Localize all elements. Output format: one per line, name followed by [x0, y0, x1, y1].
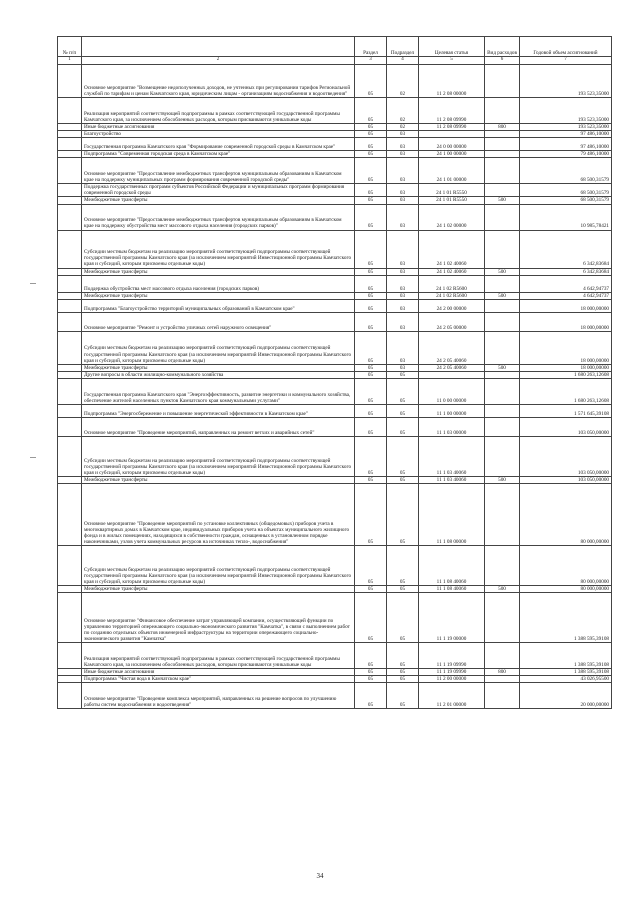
row-name-cell: Основное мероприятие "Финансовое обеспечение затрат управляющей компании, осуществляющей функции по управлению территорией опережающего социально-экономического развития "Камчатка", в связи с выполнением работ по созданию отдельных объектов инженерной инфраструктуры на территории опережающего социально-экономического развития "Камчатка"	[82, 593, 355, 643]
row-target-cell: 11 2 08 09990	[419, 124, 485, 131]
row-name-cell: Межбюджетные трансферты	[82, 586, 355, 593]
row-target-cell: 24 1 02 R5600	[419, 275, 485, 292]
row-target-cell: 11 1 03 40060	[419, 476, 485, 483]
row-vid-cell	[485, 312, 520, 331]
row-razdel-cell: 05	[355, 158, 387, 184]
row-vid-cell: 500	[485, 197, 520, 204]
row-target-cell: 24 1 02 40060	[419, 268, 485, 275]
row-name-cell: Реализация мероприятий соответствующей подпрограммы в рамках соответствующей государственной программы Камчатского края, за исключением обособленных расходов, которым присваиваются уникальные коды	[82, 643, 355, 669]
row-vid-cell	[485, 158, 520, 184]
row-razdel-cell: 05	[355, 476, 387, 483]
row-number-cell	[58, 476, 82, 483]
row-amount-cell: 68 500,31579	[520, 197, 612, 204]
table-row	[58, 484, 612, 546]
row-podrazdel-cell: 05	[387, 484, 419, 546]
row-razdel-cell: 05	[355, 643, 387, 669]
row-vid-cell	[485, 204, 520, 230]
row-amount-cell: 193 523,35000	[520, 124, 612, 131]
row-razdel-cell: 05	[355, 669, 387, 676]
row-podrazdel-cell: 03	[387, 331, 419, 364]
row-number-cell	[58, 158, 82, 184]
row-amount-cell: 68 500,31579	[520, 158, 612, 184]
row-podrazdel-cell: 03	[387, 158, 419, 184]
row-number-cell	[58, 484, 82, 546]
row-target-cell: 24 1 02 40060	[419, 230, 485, 268]
row-number-cell	[58, 404, 82, 417]
row-podrazdel-cell: 03	[387, 299, 419, 312]
row-amount-cell: 97 486,10000	[520, 138, 612, 151]
row-name-cell: Государственная программа Камчатского края "Энергоэффективность, развитие энергетики и коммунального хозяйства, обеспечение жителей населенных пунктов Камчатского края коммунальными услугами"	[82, 378, 355, 404]
row-razdel-cell: 05	[355, 230, 387, 268]
row-podrazdel-cell: 03	[387, 197, 419, 204]
row-target-cell: 11 1 03 40060	[419, 436, 485, 476]
row-number-cell	[58, 131, 82, 138]
margin-mark	[30, 283, 36, 284]
row-amount-cell: 1 680 263,12608	[520, 378, 612, 404]
table-row	[58, 371, 612, 378]
row-number-cell	[58, 299, 82, 312]
row-vid-cell: 500	[485, 292, 520, 299]
row-name-cell: Иные бюджетные ассигнования	[82, 124, 355, 131]
column-number: 6	[485, 57, 520, 65]
row-name-cell: Подпрограмма "Благоустройство территорий муниципальных образований в Камчатском крае"	[82, 299, 355, 312]
row-podrazdel-cell: 03	[387, 364, 419, 371]
row-vid-cell	[485, 65, 520, 98]
row-vid-cell	[485, 184, 520, 197]
row-number-cell	[58, 417, 82, 436]
row-name-cell: Подпрограмма "Чистая вода в Камчатском крае"	[82, 676, 355, 683]
row-number-cell	[58, 197, 82, 204]
row-number-cell	[58, 593, 82, 643]
table-row	[58, 230, 612, 268]
row-number-cell	[58, 364, 82, 371]
row-podrazdel-cell: 05	[387, 378, 419, 404]
row-podrazdel-cell: 05	[387, 676, 419, 683]
table-row	[58, 292, 612, 299]
row-amount-cell: 97 486,10000	[520, 131, 612, 138]
row-target-cell: 11 1 00 00000	[419, 404, 485, 417]
row-amount-cell: 79 486,10000	[520, 151, 612, 158]
row-amount-cell: 10 985,78421	[520, 204, 612, 230]
row-target-cell: 11 1 08 00000	[419, 484, 485, 546]
row-number-cell	[58, 683, 82, 709]
row-number-cell	[58, 184, 82, 197]
row-vid-cell: 500	[485, 586, 520, 593]
row-podrazdel-cell: 05	[387, 669, 419, 676]
row-number-cell	[58, 331, 82, 364]
row-razdel-cell: 05	[355, 299, 387, 312]
header-podrazdel: Подраздел	[387, 37, 419, 57]
row-number-cell	[58, 378, 82, 404]
table-row	[58, 378, 612, 404]
row-vid-cell	[485, 138, 520, 151]
row-target-cell: 11 2 08 09990	[419, 98, 485, 124]
row-razdel-cell: 05	[355, 371, 387, 378]
row-target-cell: 11 1 19 09990	[419, 669, 485, 676]
row-vid-cell	[485, 98, 520, 124]
table-row	[58, 124, 612, 131]
header-no: № п/п	[58, 37, 82, 57]
row-target-cell: 11 1 19 09990	[419, 643, 485, 669]
table-row	[58, 158, 612, 184]
row-target-cell: 11 2 08 00000	[419, 65, 485, 98]
row-number-cell	[58, 138, 82, 151]
row-number-cell	[58, 268, 82, 275]
row-name-cell: Государственная программа Камчатского края "Формирование современной городской среды в Камчатском крае"	[82, 138, 355, 151]
table-row	[58, 669, 612, 676]
row-podrazdel-cell: 05	[387, 643, 419, 669]
row-amount-cell: 6 342,83684	[520, 230, 612, 268]
row-number-cell	[58, 546, 82, 586]
header-target: Целевая статья	[419, 37, 485, 57]
table-row	[58, 404, 612, 417]
table-row	[58, 476, 612, 483]
row-amount-cell: 193 523,35000	[520, 98, 612, 124]
row-name-cell: Межбюджетные трансферты	[82, 476, 355, 483]
row-name-cell: Благоустройство	[82, 131, 355, 138]
row-podrazdel-cell: 02	[387, 98, 419, 124]
row-amount-cell: 80 000,00000	[520, 586, 612, 593]
row-razdel-cell: 05	[355, 586, 387, 593]
row-name-cell: Основное мероприятие "Предоставление межбюджетных трансфертов муниципальным образованиям в Камчатском крае на поддержку обустройства мест массового отдыха населения (городских парков)"	[82, 204, 355, 230]
row-podrazdel-cell: 03	[387, 131, 419, 138]
row-vid-cell	[485, 676, 520, 683]
row-name-cell: Подпрограмма "Энергосбережение и повышение энергетической эффективности в Камчатском крае"	[82, 404, 355, 417]
row-vid-cell	[485, 484, 520, 546]
row-razdel-cell: 05	[355, 138, 387, 151]
row-name-cell: Межбюджетные трансферты	[82, 292, 355, 299]
column-number: 1	[58, 57, 82, 65]
row-vid-cell	[485, 593, 520, 643]
row-podrazdel-cell: 03	[387, 292, 419, 299]
row-name-cell: Основное мероприятие "Проведение комплекса мероприятий, направленных на решение вопросов по улучшению работы систем водоснабжения и водоотведения"	[82, 683, 355, 709]
table-header-row	[58, 37, 612, 57]
row-target-cell: 11 1 03 00000	[419, 417, 485, 436]
row-amount-cell: 20 000,00000	[520, 683, 612, 709]
row-name-cell: Основное мероприятие "Проведение мероприятий по установке коллективных (общедомовых) приборов учета в многоквартирных домах в Камчатском крае, индивидуальных приборов учета на объектах муниципального жилищного фонда и в жилых помещениях, находящихся в собственности граждан, оснащенных в установленном порядке наконечниками, узлов учета коммунальных ресурсов на источниках тепло-, водоснабжения"	[82, 484, 355, 546]
row-name-cell: Подпрограмма "Современная городская среда в Камчатском крае"	[82, 151, 355, 158]
header-razdel: Раздел	[355, 37, 387, 57]
row-podrazdel-cell: 03	[387, 184, 419, 197]
row-name-cell: Другие вопросы в области жилищно-коммунального хозяйства	[82, 371, 355, 378]
row-number-cell	[58, 98, 82, 124]
row-amount-cell: 6 342,83684	[520, 268, 612, 275]
header-amount: Годовой объем ассигнований	[520, 37, 612, 57]
table-row	[58, 275, 612, 292]
table-row	[58, 299, 612, 312]
row-number-cell	[58, 436, 82, 476]
row-vid-cell	[485, 683, 520, 709]
row-number-cell	[58, 312, 82, 331]
row-number-cell	[58, 124, 82, 131]
row-target-cell	[419, 371, 485, 378]
row-amount-cell: 1 388 595,39108	[520, 669, 612, 676]
row-podrazdel-cell: 05	[387, 546, 419, 586]
row-target-cell: 24 1 02 00000	[419, 204, 485, 230]
row-podrazdel-cell: 05	[387, 593, 419, 643]
table-row	[58, 312, 612, 331]
row-razdel-cell: 05	[355, 292, 387, 299]
row-podrazdel-cell: 05	[387, 417, 419, 436]
row-target-cell: 24 2 05 40060	[419, 331, 485, 364]
row-name-cell: Межбюджетные трансферты	[82, 364, 355, 371]
row-target-cell: 24 1 01 00000	[419, 158, 485, 184]
row-name-cell: Основное мероприятие "Проведение мероприятий, направленных на ремонт ветхих и аварийных сетей"	[82, 417, 355, 436]
row-number-cell	[58, 275, 82, 292]
row-target-cell: 24 1 00 00000	[419, 151, 485, 158]
row-amount-cell: 103 050,00000	[520, 476, 612, 483]
row-amount-cell: 103 050,00000	[520, 436, 612, 476]
row-name-cell: Межбюджетные трансферты	[82, 268, 355, 275]
row-name-cell: Реализация мероприятий соответствующей подпрограммы в рамках соответствующей государственной программы Камчатского края, за исключением обособленных расходов, которым присваиваются уникальные коды	[82, 98, 355, 124]
row-razdel-cell: 05	[355, 404, 387, 417]
row-razdel-cell: 05	[355, 683, 387, 709]
row-podrazdel-cell: 03	[387, 230, 419, 268]
row-podrazdel-cell: 03	[387, 138, 419, 151]
row-podrazdel-cell: 02	[387, 65, 419, 98]
row-razdel-cell: 05	[355, 676, 387, 683]
row-razdel-cell: 05	[355, 364, 387, 371]
table-row	[58, 138, 612, 151]
row-name-cell: Поддержка государственных программ субъектов Российской Федерации и муниципальных программ формирования современной городской среды	[82, 184, 355, 197]
table-row	[58, 331, 612, 364]
table-row	[58, 364, 612, 371]
row-razdel-cell: 05	[355, 65, 387, 98]
table-row	[58, 676, 612, 683]
row-number-cell	[58, 643, 82, 669]
budget-table	[57, 36, 612, 709]
row-razdel-cell: 05	[355, 131, 387, 138]
header-vid: Вид расходов	[485, 37, 520, 57]
table-row	[58, 268, 612, 275]
row-number-cell	[58, 371, 82, 378]
row-amount-cell: 18 000,00000	[520, 299, 612, 312]
row-target-cell: 24 0 00 00000	[419, 138, 485, 151]
row-amount-cell: 1 680 263,12608	[520, 371, 612, 378]
row-amount-cell: 43 026,95500	[520, 676, 612, 683]
row-amount-cell: 4 642,94737	[520, 275, 612, 292]
row-target-cell	[419, 131, 485, 138]
row-amount-cell: 18 000,00000	[520, 312, 612, 331]
row-number-cell	[58, 669, 82, 676]
row-vid-cell: 800	[485, 124, 520, 131]
table-row	[58, 643, 612, 669]
row-target-cell: 24 2 05 00000	[419, 312, 485, 331]
row-razdel-cell: 05	[355, 275, 387, 292]
row-podrazdel-cell: 05	[387, 436, 419, 476]
row-podrazdel-cell: 05	[387, 476, 419, 483]
row-podrazdel-cell: 03	[387, 268, 419, 275]
row-vid-cell	[485, 230, 520, 268]
column-number: 7	[520, 57, 612, 65]
row-amount-cell: 68 500,31579	[520, 184, 612, 197]
row-number-cell	[58, 204, 82, 230]
row-podrazdel-cell: 03	[387, 151, 419, 158]
row-vid-cell	[485, 151, 520, 158]
row-vid-cell	[485, 643, 520, 669]
row-amount-cell: 4 642,94737	[520, 292, 612, 299]
row-vid-cell	[485, 131, 520, 138]
table-row	[58, 204, 612, 230]
row-number-cell	[58, 65, 82, 98]
row-razdel-cell: 05	[355, 378, 387, 404]
row-target-cell: 24 1 02 R5600	[419, 292, 485, 299]
row-target-cell: 11 2 01 00000	[419, 683, 485, 709]
row-vid-cell	[485, 275, 520, 292]
column-number: 3	[355, 57, 387, 65]
row-razdel-cell: 05	[355, 546, 387, 586]
row-vid-cell: 500	[485, 268, 520, 275]
row-amount-cell: 80 000,00000	[520, 546, 612, 586]
table-row	[58, 151, 612, 158]
header-name	[82, 37, 355, 57]
page-number: 34	[316, 872, 324, 880]
row-podrazdel-cell: 05	[387, 404, 419, 417]
table-row	[58, 65, 612, 98]
row-razdel-cell: 05	[355, 151, 387, 158]
row-target-cell: 11 0 00 00000	[419, 378, 485, 404]
row-podrazdel-cell: 03	[387, 204, 419, 230]
row-vid-cell	[485, 378, 520, 404]
row-vid-cell	[485, 417, 520, 436]
row-podrazdel-cell: 05	[387, 683, 419, 709]
row-podrazdel-cell: 03	[387, 275, 419, 292]
column-number-row	[58, 57, 612, 65]
row-target-cell: 11 1 08 40060	[419, 586, 485, 593]
row-razdel-cell: 05	[355, 312, 387, 331]
row-razdel-cell: 05	[355, 484, 387, 546]
row-number-cell	[58, 586, 82, 593]
row-vid-cell	[485, 404, 520, 417]
row-vid-cell: 500	[485, 364, 520, 371]
row-vid-cell	[485, 371, 520, 378]
row-vid-cell: 500	[485, 476, 520, 483]
row-amount-cell: 1 388 595,39108	[520, 593, 612, 643]
row-number-cell	[58, 676, 82, 683]
row-target-cell: 11 1 19 00000	[419, 593, 485, 643]
row-target-cell: 24 1 01 R5550	[419, 184, 485, 197]
row-podrazdel-cell: 03	[387, 312, 419, 331]
row-name-cell: Субсидии местным бюджетам на реализацию мероприятий соответствующей подпрограммы соответствующей государственной программы Камчатского края (за исключением мероприятий Инвестиционной программы Камчатского края и субсидий, которым присвоены отдельные коды)	[82, 331, 355, 364]
column-number: 2	[82, 57, 355, 65]
row-razdel-cell: 05	[355, 204, 387, 230]
row-razdel-cell: 05	[355, 98, 387, 124]
row-number-cell	[58, 292, 82, 299]
row-amount-cell: 193 523,35000	[520, 65, 612, 98]
row-name-cell: Основное мероприятие "Ремонт и устройство уличных сетей наружного освещения"	[82, 312, 355, 331]
row-amount-cell: 103 050,00000	[520, 417, 612, 436]
row-name-cell: Субсидии местным бюджетам на реализацию мероприятий соответствующей подпрограммы соответствующей государственной программы Камчатского края (за исключением мероприятий Инвестиционной программы Камчатского края и субсидий, которым присвоены отдельные коды)	[82, 436, 355, 476]
row-name-cell: Субсидии местным бюджетам на реализацию мероприятий соответствующей подпрограммы соответствующей государственной программы Камчатского края (за исключением мероприятий Инвестиционной программы Камчатского края и субсидий, которым присвоены отдельные коды)	[82, 230, 355, 268]
row-name-cell: Иные бюджетные ассигнования	[82, 669, 355, 676]
row-amount-cell: 1 388 595,39108	[520, 643, 612, 669]
row-razdel-cell: 05	[355, 417, 387, 436]
row-razdel-cell: 05	[355, 331, 387, 364]
row-podrazdel-cell: 05	[387, 371, 419, 378]
row-razdel-cell: 05	[355, 124, 387, 131]
margin-mark	[30, 457, 36, 458]
table-row	[58, 417, 612, 436]
row-name-cell: Субсидии местным бюджетам на реализацию мероприятий соответствующей подпрограммы соответствующей государственной программы Камчатского края (за исключением мероприятий Инвестиционной программы Камчатского края и субсидий, которым присвоены отдельные коды)	[82, 546, 355, 586]
table-row	[58, 184, 612, 197]
row-vid-cell	[485, 436, 520, 476]
row-vid-cell: 800	[485, 669, 520, 676]
row-target-cell: 24 2 00 00000	[419, 299, 485, 312]
row-amount-cell: 18 000,00000	[520, 331, 612, 364]
column-number: 4	[387, 57, 419, 65]
row-number-cell	[58, 230, 82, 268]
row-razdel-cell: 05	[355, 268, 387, 275]
table-row	[58, 546, 612, 586]
column-number: 5	[419, 57, 485, 65]
row-vid-cell	[485, 546, 520, 586]
row-razdel-cell: 05	[355, 593, 387, 643]
row-name-cell: Основное мероприятие "Возмещение недополученных доходов, не учтенных при регулировании тарифов Региональной службой по тарифам и ценам Камчатского края, юридическим лицам - организациям водоснабжения и водоотведения"	[82, 65, 355, 98]
table-row	[58, 436, 612, 476]
row-target-cell: 11 1 08 40060	[419, 546, 485, 586]
row-target-cell: 24 2 05 40060	[419, 364, 485, 371]
row-target-cell: 24 1 01 R5550	[419, 197, 485, 204]
table-row	[58, 197, 612, 204]
row-vid-cell	[485, 331, 520, 364]
row-podrazdel-cell: 05	[387, 586, 419, 593]
table-row	[58, 131, 612, 138]
row-amount-cell: 80 000,00000	[520, 484, 612, 546]
table-body	[58, 65, 612, 709]
row-name-cell: Поддержка обустройства мест массового отдыха населения (городских парков)	[82, 275, 355, 292]
row-name-cell: Межбюджетные трансферты	[82, 197, 355, 204]
row-razdel-cell: 05	[355, 184, 387, 197]
row-number-cell	[58, 151, 82, 158]
row-razdel-cell: 05	[355, 197, 387, 204]
row-podrazdel-cell: 02	[387, 124, 419, 131]
row-amount-cell: 18 000,00000	[520, 364, 612, 371]
table-row	[58, 593, 612, 643]
row-name-cell: Основное мероприятие "Предоставление межбюджетных трансфертов муниципальным образованиям в Камчатском крае на поддержку муниципальных программ формирования современной городской среды"	[82, 158, 355, 184]
table-row	[58, 98, 612, 124]
row-vid-cell	[485, 299, 520, 312]
row-amount-cell: 1 571 645,39108	[520, 404, 612, 417]
row-target-cell: 11 2 00 00000	[419, 676, 485, 683]
table-row	[58, 586, 612, 593]
table-row	[58, 683, 612, 709]
row-razdel-cell: 05	[355, 436, 387, 476]
